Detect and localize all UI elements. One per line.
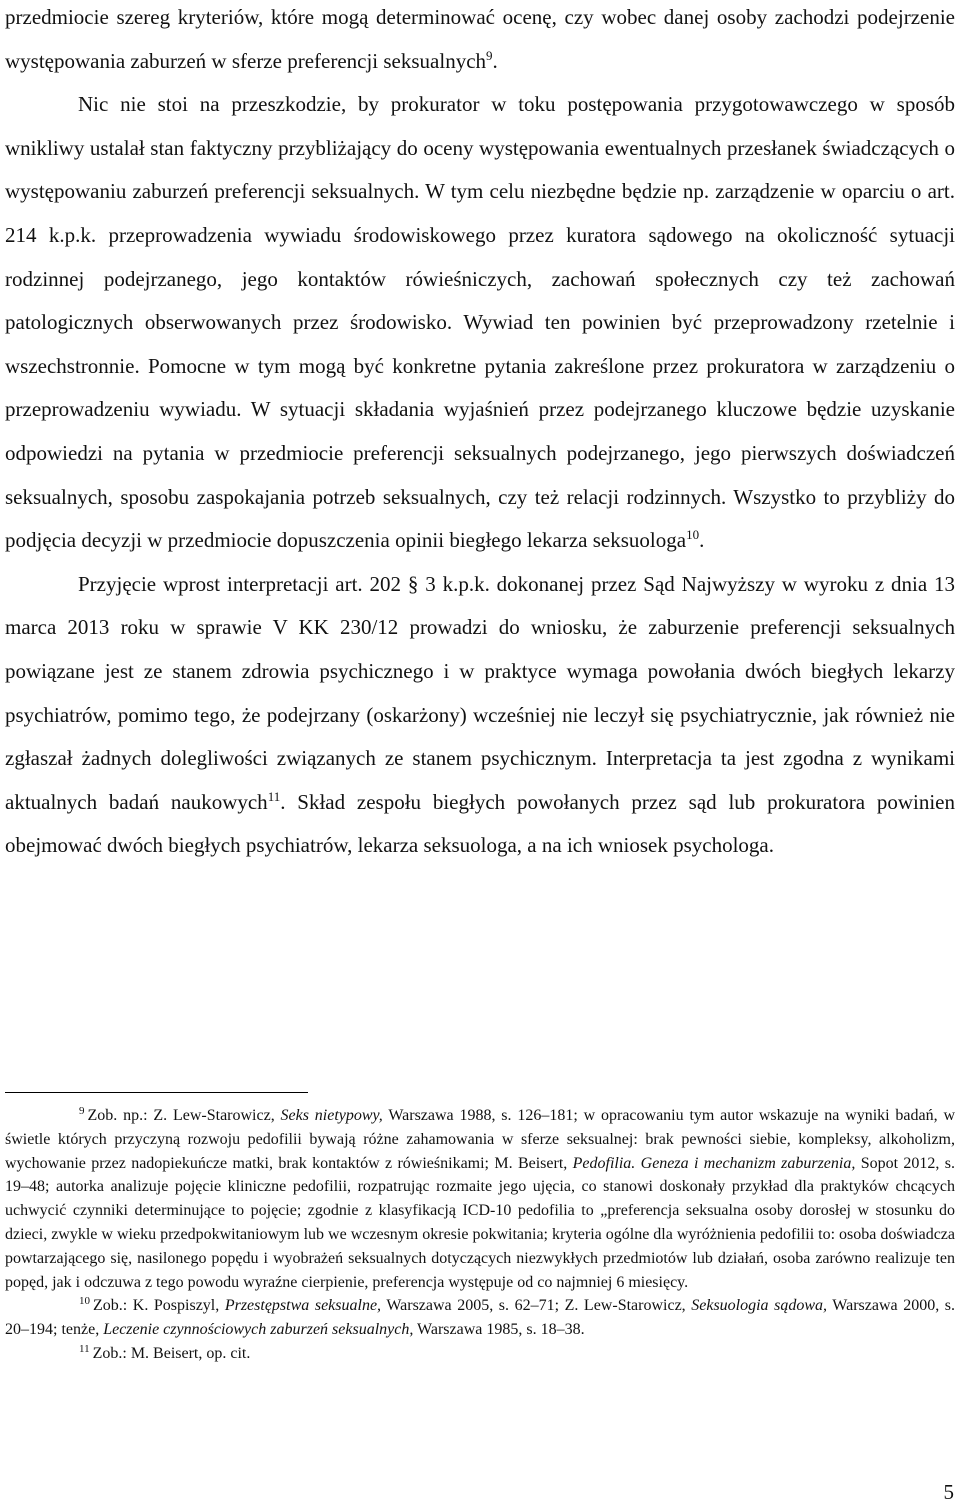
book-title: Pedofilia. Geneza i mechanizm zaburzenia, <box>572 1154 856 1172</box>
document-page <box>5 0 956 1362</box>
paragraph-supreme-court <box>5 563 955 868</box>
paragraph-text: Nic nie stoi na przeszkodzie, by prokurator w toku postępowania przygotowawczego w sposób wnikliwy ustalał stan faktyczny przybliżający do oceny występowania ewentualnych przesłanek świadczących o występowaniu zaburzeń preferencji seksualnych. W tym celu niezbędne będzie np. zarządzenie w oparciu o art. 214 k.p.k. przeprowadzenia wywiadu środowiskowego przez kuratora sądowego na okoliczność sytuacji rodzinnej podejrzanego, jego kontaktów rówieśniczych, zachowań społecznych czy też zachowań patologicznych obserwowanych przez środowisko. Wywiad ten powinien być przeprowadzony rzetelnie i wszechstronnie. Pomocne w tym mogą być konkretne pytania zakreślone przez prokuratora w zarządzeniu o przeprowadzeniu wywiadu. W sytuacji składania wyjaśnień przez podejrzanego kluczowe będzie uzyskanie odpowiedzi na pytania w przedmiocie preferencji seksualnych podejrzanego, jego pierwszych doświadczeń seksualnych, sposobu zaspokajania potrzeb seksualnych, czy też relacji rodzinnych. Wszystko to przybliży do podjęcia decyzji w przedmiocie dopuszczenia opinii biegłego lekarza seksuologa <box>5 92 955 553</box>
footnote-separator <box>5 1092 308 1093</box>
book-title: Seksuologia sądowa, <box>691 1297 828 1315</box>
footnote-ref-9[interactable]: 9 <box>486 47 493 63</box>
footnote-10: 10 Zob.: K. Pospiszyl, Przestępstwa seksualne, Warszawa 2005, s. 62–71; Z. Lew-Starowicz, Seksuologia sądowa, Warszawa 2000, s. 20–194; tenże, Leczenie czynnościowych zaburzeń seksualnych, Warszawa 1985, s. 18–38. <box>5 1295 956 1339</box>
footnotes <box>5 1104 955 1366</box>
paragraph-text: Przyjęcie wprost interpretacji art. 202 § 3 k.p.k. dokonanej przez Sąd Najwyższy w wyroku z dnia 13 marca 2013 roku w sprawie V KK 230/12 prowadzi do wniosku, że zaburzenie preferencji seksualnych powiązane jest ze stanem zdrowia psychicznego i w praktyce wymaga powołania dwóch biegłych lekarzy psychiatrów, pomimo tego, że podejrzany (oskarżony) wcześniej nie leczył się psychiatrycznie, jak również nie zgłaszał żadnych dolegliwości związanych ze stanem psychicznym. Interpretacja ta jest zgodna z wynikami aktualnych badań naukowych <box>5 571 955 814</box>
paragraph-continued: przedmiocie szereg kryteriów, które mogą determinować ocenę, czy wobec danej osoby zachodzi podejrzenie występowania zaburzeń w sferze preferencji seksualnych$^9$. <box>5 5 955 73</box>
paragraph-text: przedmiocie szereg kryteriów, które mogą determinować ocenę, czy wobec danej osoby zachodzi podejrzenie występowania zaburzeń w sferze preferencji seksualnych <box>5 5 955 73</box>
book-title: Leczenie czynnościowych zaburzeń seksualnych, <box>103 1321 414 1339</box>
footnote-9: 9 Zob. np.: Z. Lew-Starowicz, Seks nietypowy, Warszawa 1988, s. 126–181; w opracowaniu tym autor wskazuje na wyniki badań, w świetle których przyczyną rozwoju pedofilii bywają różne zahamowania w sferze seksualnej: brak pewności siebie, kompleksy, alkoholizm, wychowanie przez nadopiekuńcze matki, brak kontaktów z rówieśnikami; M. Beisert, Pedofilia. Geneza i mechanizm zaburzenia, Sopot 2012, s. 19–48; autorka analizuje pojęcie kliniczne pedofilii, rozpatrując rozmaite jego ujęcia, co stanowi doskonały przykład dla praktyków chcących uchwycić czynniki determinujące to pojęcie; zgodnie z klasyfikacją ICD-10 pedofilia to „preferencja seksualna osoby dorosłej w stosunku do dzieci, zwykle w wieku przedpokwitaniowym lub we wczesnym okresie pokwitania; kryteria ogólne dla wyróżnienia pedofilii to: osoba doświadcza powtarzającego się, nasilonego popędu i wyobrażeń seksualnych dotyczących niezwykłych przedmiotów lub działań, osoba zarówno realizuje ten popęd, jak i odczuwa z tego powodu wyraźne cierpienie, preferencja występuje od co najmniej 6 miesięcy. <box>5 1104 956 1291</box>
book-title: Przestępstwa seksualne, <box>224 1297 382 1315</box>
book-title: Seks nietypowy, <box>280 1107 383 1124</box>
footnote-ref-10[interactable]: 10 <box>686 527 700 543</box>
paragraph-investigation: Nic nie stoi na przeszkodzie, by prokurator w toku postępowania przygotowawczego w sposób wnikliwy ustalał stan faktyczny przybliżający do oceny występowania ewentualnych przesłanek świadczących o występowaniu zaburzeń preferencji seksualnych. W tym celu niezbędne będzie np. zarządzenie w oparciu o art. 214 k.p.k. przeprowadzenia wywiadu środowiskowego przez kuratora sądowego na okoliczność sytuacji rodzinnej podejrzanego, jego kontaktów rówieśniczych, zachowań społecznych czy też zachowań patologicznych obserwowanych przez środowisko. Wywiad ten powinien być przeprowadzony rzetelnie i wszechstronnie. Pomocne w tym mogą być konkretne pytania zakreślone przez prokuratora w zarządzeniu o przeprowadzeniu wywiadu. W sytuacji składania wyjaśnień przez podejrzanego kluczowe będzie uzyskanie odpowiedzi na pytania w przedmiocie preferencji seksualnych podejrzanego, jego pierwszych doświadczeń seksualnych, sposobu zaspokajania potrzeb seksualnych, czy też relacji rodzinnych. Wszystko to przybliży do podjęcia decyzji w przedmiocie dopuszczenia opinii biegłego lekarza seksuologa$^{10}$. <box>5 92 955 553</box>
footnote-ref-11[interactable]: 11 <box>267 788 281 804</box>
paragraph-text: . Skład zespołu biegłych powołanych przez sąd lub prokuratora powinien obejmować dwóch biegłych psychiatrów, lekarza seksuologa, a na ich wniosek psychologa. <box>5 789 955 858</box>
page-number: 5 <box>943 1480 954 1504</box>
footnote-11: 11 Zob.: M. Beisert, op. cit. <box>79 1342 251 1362</box>
